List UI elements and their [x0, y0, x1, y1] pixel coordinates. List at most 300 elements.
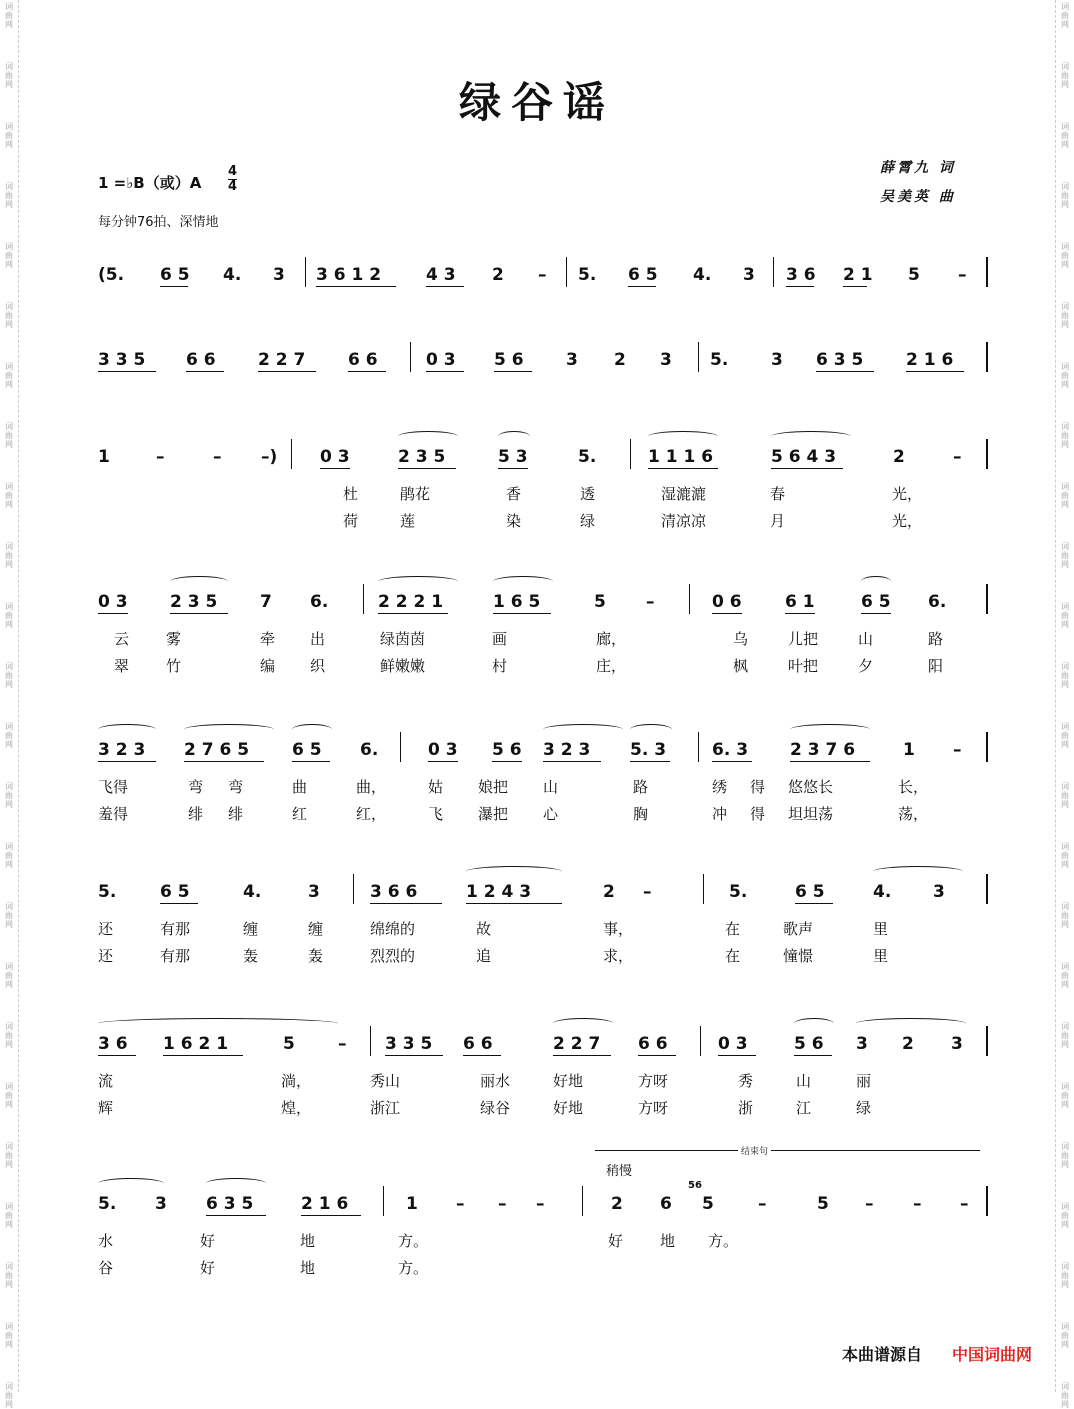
watermark-text: 词 曲 网: [1061, 182, 1069, 209]
note-group: 5.: [729, 882, 748, 902]
bar-line: [582, 1186, 583, 1216]
lyric-syllable: 悠悠长: [788, 778, 834, 796]
note-group: 3: [660, 350, 672, 370]
lyric-syllable: 方。: [398, 1232, 429, 1250]
note-group: 4 3: [426, 265, 456, 285]
underline-beam: [718, 1055, 756, 1056]
lyric-syllable: 曲，: [356, 778, 387, 796]
lyric-syllable: 江: [796, 1099, 812, 1117]
composer-credit: 吴美英 曲: [880, 189, 956, 205]
note-group: 6. 3: [712, 740, 749, 760]
note-group: 3: [566, 350, 578, 370]
watermark-text: 词 曲 网: [5, 182, 13, 209]
underline-beam: [630, 761, 670, 762]
bar-line: [566, 257, 567, 287]
lyric-syllable: 轰: [243, 947, 259, 965]
slur-arc: [553, 1018, 613, 1029]
lyric-syllable: 还: [98, 920, 114, 938]
lyric-syllable: 浙江: [370, 1099, 401, 1117]
lyric-syllable: 里: [873, 947, 889, 965]
note-group: 5 6: [494, 350, 524, 370]
note-group: 3: [951, 1034, 963, 1054]
slur-arc: [98, 724, 156, 735]
note-group: 5 3: [498, 447, 528, 467]
lyric-syllable: 绿茵茵: [380, 630, 426, 648]
underline-beam: [498, 468, 528, 469]
note-group: –: [536, 1194, 545, 1214]
watermark-text: 词 曲 网: [1061, 542, 1069, 569]
note-group: 6: [660, 1194, 672, 1214]
notes-line: [98, 445, 998, 471]
lyric-syllable: 娘把: [478, 778, 509, 796]
note-group: –: [213, 447, 222, 467]
lyric-syllable: 鲜嫩嫩: [380, 657, 426, 675]
note-group: 4.: [693, 265, 712, 285]
bar-line: [986, 584, 988, 614]
note-group: –: [958, 265, 967, 285]
note-group: 5.: [578, 265, 597, 285]
lyric-syllable: 绣: [712, 778, 728, 796]
note-group: –: [643, 882, 652, 902]
notes-line: [98, 263, 998, 289]
slur-arc: [184, 724, 274, 735]
lyric-syllable: 在: [725, 947, 741, 965]
lyric-syllable: 光，: [892, 485, 923, 503]
lyric-syllable: 求，: [603, 947, 634, 965]
lyric-syllable: 叶把: [788, 657, 819, 675]
note-group: 2: [492, 265, 504, 285]
bar-line: [986, 1026, 988, 1056]
underline-beam: [320, 468, 350, 469]
key-signature: 1 =♭B（或）A: [98, 174, 202, 192]
note-group: –: [498, 1194, 507, 1214]
underline-beam: [771, 468, 843, 469]
note-group: 2: [614, 350, 626, 370]
watermark-text: 词 曲 网: [5, 1382, 13, 1409]
lyric-syllable: 好地: [553, 1072, 584, 1090]
underline-beam: [426, 371, 464, 372]
tempo-marking: 每分钟76拍、深情地: [98, 215, 219, 230]
lyric-syllable: 荷: [343, 512, 359, 530]
notes-line: [98, 880, 998, 906]
bar-line: [700, 1026, 701, 1056]
lyric-syllable: 地: [660, 1232, 676, 1250]
watermark-text: 词 曲 网: [5, 1202, 13, 1229]
slur-arc: [856, 1018, 966, 1029]
lyric-syllable: 竹: [166, 657, 182, 675]
note-group: 2: [603, 882, 615, 902]
lyric-syllable: 绵绵的: [370, 920, 416, 938]
underline-beam: [398, 468, 456, 469]
lyric-syllable: 烈烈的: [370, 947, 416, 965]
slur-arc: [873, 866, 963, 877]
note-group: 1 2 4 3: [466, 882, 532, 902]
note-group: 5 6 4 3: [771, 447, 837, 467]
watermark-text: 词 曲 网: [5, 782, 13, 809]
note-group: 6 3 5: [816, 350, 864, 370]
underline-beam: [385, 1055, 443, 1056]
underline-beam: [638, 1055, 676, 1056]
note-group: 4.: [873, 882, 892, 902]
lyric-syllable: 绯: [188, 805, 204, 823]
slur-arc: [98, 1018, 338, 1029]
lyric-syllable: 飞得: [98, 778, 129, 796]
slur-arc: [790, 724, 870, 735]
note-group: 6 5: [861, 592, 891, 612]
watermark-text: 词 曲 网: [1061, 1082, 1069, 1109]
lyric-syllable: 路: [928, 630, 944, 648]
bar-line: [703, 874, 704, 904]
note-group: 6 5: [795, 882, 825, 902]
underline-beam: [160, 286, 188, 287]
lyric-syllable: 方呀: [638, 1099, 669, 1117]
lyric-syllable: 秀山: [370, 1072, 401, 1090]
note-group: 6 3 5: [206, 1194, 254, 1214]
note-group: 2 2 2 1: [378, 592, 444, 612]
watermark-text: 词 曲 网: [5, 362, 13, 389]
lyric-syllable: 山: [858, 630, 874, 648]
underline-beam: [790, 761, 870, 762]
lyric-syllable: 缠: [308, 920, 324, 938]
underline-beam: [98, 371, 156, 372]
lyric-syllable: 阳: [928, 657, 944, 675]
watermark-text: 词 曲 网: [1061, 242, 1069, 269]
lyric-syllable: 心: [543, 805, 559, 823]
lyric-syllable: 出: [310, 630, 326, 648]
lyric-syllable: 绿: [856, 1099, 872, 1117]
underline-beam: [301, 1215, 361, 1216]
lyric-syllable: 好: [608, 1232, 624, 1250]
underline-beam: [98, 1055, 136, 1056]
time-signature: [228, 165, 237, 194]
note-group: 3: [155, 1194, 167, 1214]
note-group: 5. 3: [630, 740, 667, 760]
lyric-syllable: 飞: [428, 805, 444, 823]
watermark-text: 词 曲 网: [5, 1082, 13, 1109]
note-group: 2 1: [843, 265, 873, 285]
underline-beam: [426, 286, 464, 287]
note-group: –: [456, 1194, 465, 1214]
note-group: 2 3 5: [170, 592, 218, 612]
lyric-syllable: 香: [506, 485, 522, 503]
bar-line: [410, 342, 411, 372]
lyric-syllable: 绯: [228, 805, 244, 823]
note-group: 4.: [223, 265, 242, 285]
underline-beam: [206, 1215, 266, 1216]
watermark-text: 词 曲 网: [1061, 362, 1069, 389]
lyric-syllable: 方。: [398, 1259, 429, 1277]
underline-beam: [861, 613, 891, 614]
note-group: 3 6: [98, 1034, 128, 1054]
underline-beam: [553, 1055, 611, 1056]
lyric-syllable: 轰: [308, 947, 324, 965]
underline-beam: [494, 371, 532, 372]
notes-line: [98, 1192, 998, 1218]
lyric-syllable: 水: [98, 1232, 114, 1250]
note-group: 0 3: [718, 1034, 748, 1054]
note-group: 6 6: [463, 1034, 493, 1054]
lyric-syllable: 鹃花: [400, 485, 431, 503]
lyric-syllable: 清凉凉: [661, 512, 707, 530]
watermark-text: 词 曲 网: [1061, 1142, 1069, 1169]
note-group: 3: [743, 265, 755, 285]
ending-label: 结束句: [738, 1144, 771, 1157]
watermark-text: 词 曲 网: [5, 2, 13, 29]
note-group: 0 3: [320, 447, 350, 467]
watermark-text: 词 曲 网: [5, 962, 13, 989]
slow-marking: 稍慢: [606, 1164, 633, 1179]
underline-beam: [906, 371, 964, 372]
note-group: 6 5: [160, 265, 190, 285]
note-group: –: [865, 1194, 874, 1214]
note-group: –: [960, 1194, 969, 1214]
lyric-syllable: 方。: [708, 1232, 739, 1250]
footer-site-name: 中国词曲网: [952, 1345, 1033, 1364]
watermark-text: 词 曲 网: [1061, 62, 1069, 89]
watermark-text: 词 曲 网: [5, 602, 13, 629]
watermark-text: 词 曲 网: [1061, 1202, 1069, 1229]
slur-arc: [543, 724, 623, 735]
song-title: 绿谷谣: [458, 78, 615, 127]
lyric-syllable: 曲: [292, 778, 308, 796]
watermark-text: 词 曲 网: [1061, 1382, 1069, 1409]
watermark-text: 词 曲 网: [1061, 482, 1069, 509]
watermark-text: 词 曲 网: [1061, 1322, 1069, 1349]
bar-line: [986, 874, 988, 904]
slur-arc: [861, 576, 891, 587]
lyric-syllable: 红: [292, 805, 308, 823]
lyric-syllable: 方呀: [638, 1072, 669, 1090]
watermark-text: 词 曲 网: [5, 122, 13, 149]
lyric-syllable: 莲: [400, 512, 416, 530]
underline-beam: [628, 286, 656, 287]
watermark-text: 词 曲 网: [5, 722, 13, 749]
bar-line: [400, 732, 401, 762]
bar-line: [383, 1186, 384, 1216]
underline-beam: [493, 613, 551, 614]
note-group: –: [156, 447, 165, 467]
note-group: 6 5: [160, 882, 190, 902]
slur-arc: [398, 431, 458, 442]
lyric-syllable: 地: [300, 1232, 316, 1250]
underline-beam: [492, 761, 522, 762]
note-group: 3 2 3: [543, 740, 591, 760]
lyric-syllable: 牵: [260, 630, 276, 648]
notes-line: [98, 1032, 998, 1058]
underline-beam: [463, 1055, 501, 1056]
note-group: 6 5: [292, 740, 322, 760]
note-group: 3 6: [786, 265, 816, 285]
watermark-text: 词 曲 网: [1061, 1262, 1069, 1289]
watermark-text: 词 曲 网: [1061, 2, 1069, 29]
lyric-syllable: 羞得: [98, 805, 129, 823]
note-group: 6.: [360, 740, 379, 760]
bar-line: [698, 342, 699, 372]
lyric-syllable: 事，: [603, 920, 634, 938]
bar-line: [353, 874, 354, 904]
ending-bracket: [595, 1150, 980, 1159]
final-bar-line: [986, 1186, 988, 1216]
lyric-syllable: 云: [114, 630, 130, 648]
note-group: 3: [273, 265, 285, 285]
bar-line: [689, 584, 690, 614]
note-group: 6 6: [348, 350, 378, 370]
underline-beam: [648, 468, 718, 469]
watermark-text: 词 曲 网: [1061, 902, 1069, 929]
bar-line: [630, 439, 631, 469]
footer-source-label: 本曲谱源自: [842, 1345, 923, 1364]
watermark-text: 词 曲 网: [1061, 722, 1069, 749]
watermark-text: 词 曲 网: [5, 542, 13, 569]
lyric-syllable: 长，: [898, 778, 929, 796]
note-group: 5.: [710, 350, 729, 370]
lyric-syllable: 有那: [160, 947, 191, 965]
watermark-text: 词 曲 网: [5, 1022, 13, 1049]
underline-beam: [160, 903, 198, 904]
note-group: 0 6: [712, 592, 742, 612]
note-group: 6.: [310, 592, 329, 612]
underline-beam: [712, 613, 742, 614]
lyric-syllable: 辉: [98, 1099, 114, 1117]
note-group: 6 5: [628, 265, 658, 285]
bar-line: [986, 439, 988, 469]
lyric-syllable: 浙: [738, 1099, 754, 1117]
note-group: 0 3: [428, 740, 458, 760]
lyric-syllable: 湿漉漉: [661, 485, 707, 503]
note-group: –: [338, 1034, 347, 1054]
watermark-text: 词 曲 网: [5, 302, 13, 329]
watermark-text: 词 曲 网: [5, 62, 13, 89]
watermark-text: 词 曲 网: [1061, 602, 1069, 629]
lyric-syllable: 绿: [580, 512, 596, 530]
lyric-syllable: 丽水: [480, 1072, 511, 1090]
watermark-text: 词 曲 网: [1061, 122, 1069, 149]
slur-arc: [98, 1178, 164, 1189]
underline-beam: [348, 371, 386, 372]
note-group: –: [913, 1194, 922, 1214]
lyric-syllable: 路: [633, 778, 649, 796]
watermark-text: 词 曲 网: [5, 1262, 13, 1289]
slur-arc: [170, 576, 228, 587]
note-group: 2: [902, 1034, 914, 1054]
note-group: 0 3: [426, 350, 456, 370]
note-group: 3 2 3: [98, 740, 146, 760]
lyric-syllable: 儿把: [788, 630, 819, 648]
note-group: 2 3 7 6: [790, 740, 856, 760]
note-group: –: [758, 1194, 767, 1214]
lyric-syllable: 流: [98, 1072, 114, 1090]
note-group: 1 6 2 1: [163, 1034, 229, 1054]
underline-beam: [370, 903, 442, 904]
watermark-text: 词 曲 网: [1061, 422, 1069, 449]
note-group: 3 6 1 2: [316, 265, 382, 285]
lyric-syllable: 弯: [188, 778, 204, 796]
note-group: 5.: [98, 1194, 117, 1214]
bar-line: [773, 257, 774, 287]
lyric-syllable: 染: [506, 512, 522, 530]
note-group: 5: [594, 592, 606, 612]
underline-beam: [184, 761, 264, 762]
watermark-text: 词 曲 网: [1061, 662, 1069, 689]
lyric-syllable: 翠: [114, 657, 130, 675]
lyric-syllable: 杜: [343, 485, 359, 503]
note-group: 5 6: [492, 740, 522, 760]
note-group: –: [538, 265, 547, 285]
note-group: 3: [771, 350, 783, 370]
watermark-text: 词 曲 网: [1061, 782, 1069, 809]
note-group: 1 1 1 6: [648, 447, 714, 467]
note-group: 5.: [578, 447, 597, 467]
bar-line: [698, 732, 699, 762]
note-group: 6 6: [186, 350, 216, 370]
lyric-syllable: 山: [543, 778, 559, 796]
lyric-syllable: 瀑把: [478, 805, 509, 823]
lyric-syllable: 织: [310, 657, 326, 675]
underline-beam: [98, 613, 128, 614]
note-group: 5: [702, 1194, 714, 1214]
underline-beam: [316, 286, 396, 287]
underline-beam: [378, 613, 448, 614]
lyricist-credit: 薛霄九 词: [880, 160, 956, 176]
lyric-syllable: 月: [770, 512, 786, 530]
lyric-syllable: 红，: [356, 805, 387, 823]
lyric-syllable: 坦坦荡: [788, 805, 834, 823]
watermark-text: 词 曲 网: [1061, 302, 1069, 329]
lyric-syllable: 山: [796, 1072, 812, 1090]
lyric-syllable: 里: [873, 920, 889, 938]
lyric-syllable: 画: [492, 630, 508, 648]
lyric-syllable: 还: [98, 947, 114, 965]
lyric-syllable: 丽: [856, 1072, 872, 1090]
lyric-syllable: 庄，: [596, 657, 627, 675]
note-group: –: [953, 447, 962, 467]
underline-beam: [843, 286, 867, 287]
lyric-syllable: 好: [200, 1259, 216, 1277]
watermark-text: 词 曲 网: [1061, 1022, 1069, 1049]
lyric-syllable: 得: [750, 778, 766, 796]
lyric-syllable: 村: [492, 657, 508, 675]
slur-arc: [493, 576, 553, 587]
note-group: –: [646, 592, 655, 612]
note-group: 6 6: [638, 1034, 668, 1054]
lyric-syllable: 追: [476, 947, 492, 965]
lyric-syllable: 在: [725, 920, 741, 938]
slur-arc: [378, 576, 458, 587]
lyric-syllable: 廊，: [596, 630, 627, 648]
note-group: (5.: [98, 265, 125, 285]
note-group: 2 7 6 5: [184, 740, 250, 760]
note-group: 0 3: [98, 592, 128, 612]
note-group: 1: [903, 740, 915, 760]
underline-beam: [794, 1055, 832, 1056]
lyric-syllable: 好地: [553, 1099, 584, 1117]
watermark-text: 词 曲 网: [5, 482, 13, 509]
note-group: 2: [611, 1194, 623, 1214]
underline-beam: [258, 371, 316, 372]
bar-line: [305, 257, 306, 287]
note-group: 3: [308, 882, 320, 902]
notes-line: [98, 738, 998, 764]
note-group: 3 6 6: [370, 882, 418, 902]
note-group: 3: [856, 1034, 868, 1054]
lyric-syllable: 歌声: [783, 920, 814, 938]
note-group: 6.: [928, 592, 947, 612]
note-group: 1: [406, 1194, 418, 1214]
note-group: 1: [98, 447, 110, 467]
bar-line: [363, 584, 364, 614]
lyric-syllable: 乌: [733, 630, 749, 648]
watermark-text: 词 曲 网: [5, 422, 13, 449]
